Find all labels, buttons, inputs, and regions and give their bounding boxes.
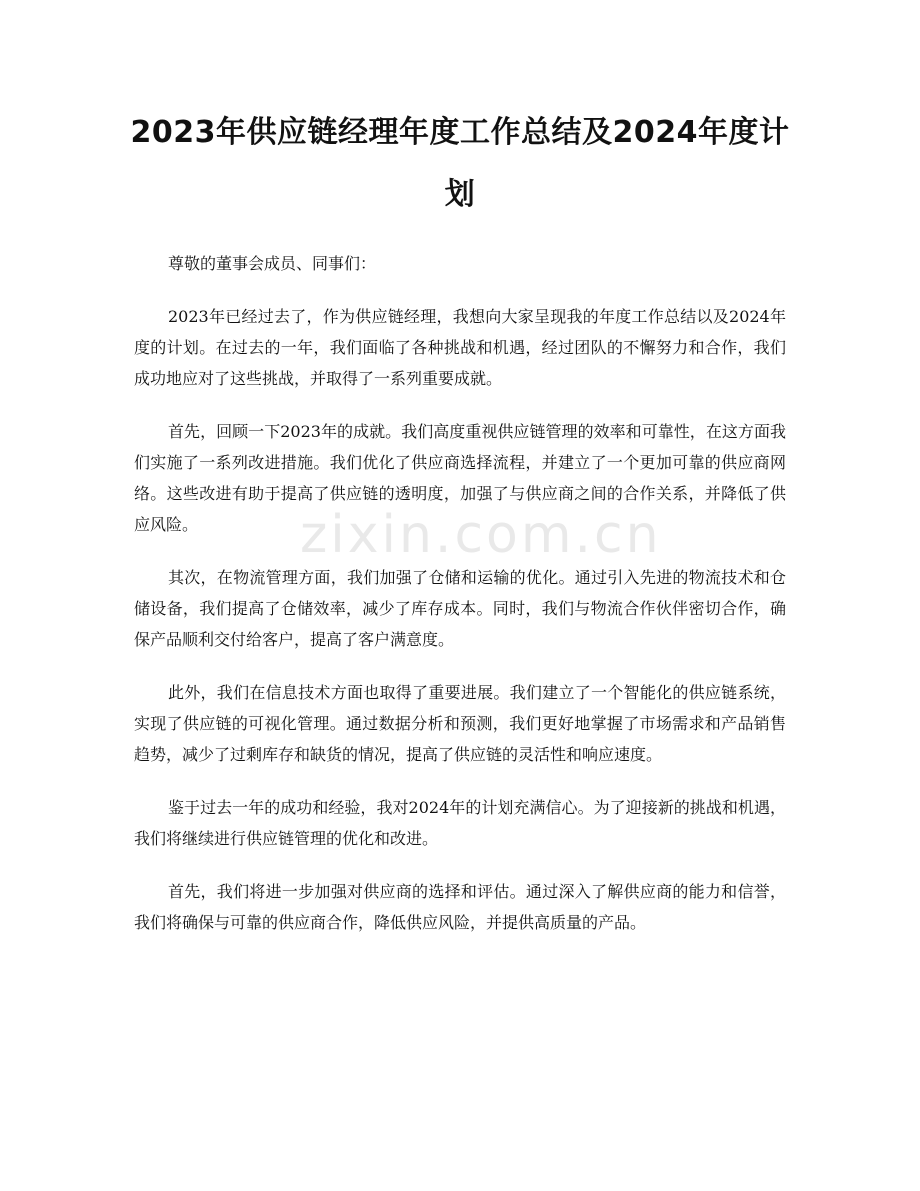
- document-title: 2023年供应链经理年度工作总结及2024年度计划: [130, 115, 790, 212]
- paragraph-logistics: 其次，在物流管理方面，我们加强了仓储和运输的优化。通过引入先进的物流技术和仓储设备，我们提高了仓储效率，减少了库存成本。同时，我们与物流合作伙伴密切合作，确保产品顺利交付给客户，提高了客户满意度。: [134, 568, 786, 649]
- document-body: [134, 248, 786, 960]
- paragraph-it-progress: 此外，我们在信息技术方面也取得了重要进展。我们建立了一个智能化的供应链系统，实现了供应链的可视化管理。通过数据分析和预测，我们更好地掌握了市场需求和产品销售趋势，减少了过剩库存和缺货的情况，提高了供应链的灵活性和响应速度。: [134, 683, 786, 764]
- paragraph-2024-outlook: 鉴于过去一年的成功和经验，我对2024年的计划充满信心。为了迎接新的挑战和机遇，我们将继续进行供应链管理的优化和改进。: [134, 798, 786, 848]
- salutation: 尊敬的董事会成员、同事们：: [168, 254, 377, 273]
- watermark-text: zixin.com.cn: [300, 505, 662, 565]
- paragraph-intro: 2023年已经过去了，作为供应链经理，我想向大家呈现我的年度工作总结以及2024年度的计划。在过去的一年，我们面临了各种挑战和机遇，经过团队的不懈努力和合作，我们成功地应对了这些挑战，并取得了一系列重要成就。: [134, 307, 786, 388]
- paragraph-achievements: 首先，回顾一下2023年的成就。我们高度重视供应链管理的效率和可靠性，在这方面我们实施了一系列改进措施。我们优化了供应商选择流程，并建立了一个更加可靠的供应商网络。这些改进有助于提高了供应链的透明度，加强了与供应商之间的合作关系，并降低了供应风险。: [134, 422, 786, 534]
- paragraph-supplier-plan: 首先，我们将进一步加强对供应商的选择和评估。通过深入了解供应商的能力和信誉，我们将确保与可靠的供应商合作，降低供应风险，并提供高质量的产品。: [134, 882, 786, 932]
